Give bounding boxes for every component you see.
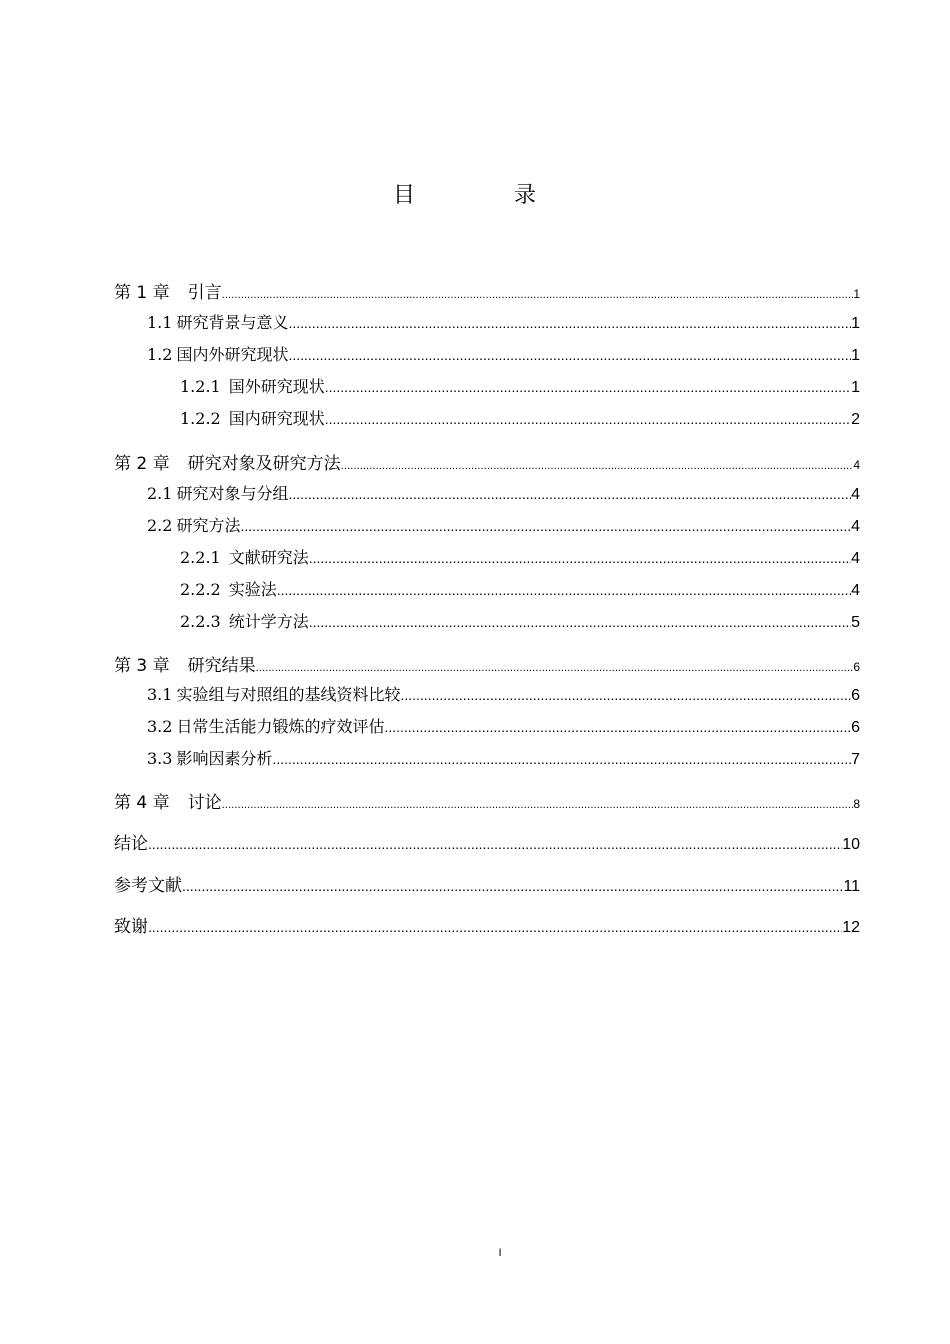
toc-entry-number: 2.2.2 <box>180 580 221 599</box>
toc-entry-label <box>147 513 240 536</box>
toc-entry-label <box>147 310 288 333</box>
toc-entry[interactable] <box>114 310 860 333</box>
toc-entry-page: 8 <box>853 797 860 811</box>
toc-entry-label <box>114 449 341 474</box>
toc-entry-number: 第 4 章 <box>114 793 170 813</box>
toc-entry[interactable] <box>114 406 860 429</box>
toc-entry-page: 6 <box>851 687 860 704</box>
toc-entry-text: 文献研究法 <box>228 548 309 567</box>
toc-entry-page: 11 <box>843 878 860 895</box>
toc-entry-number: 3.2 <box>147 717 173 736</box>
toc-entry[interactable] <box>114 714 860 737</box>
dot-leader <box>325 411 851 427</box>
toc-entry-page: 1 <box>853 287 860 301</box>
toc-entry-number: 第 3 章 <box>114 656 170 676</box>
toc-entry-text: 国外研究现状 <box>228 377 325 396</box>
toc-entry[interactable] <box>114 746 860 769</box>
toc-entry-label <box>147 746 272 769</box>
toc-entry-page: 6 <box>853 660 860 674</box>
toc-entry-label <box>180 609 309 632</box>
dot-leader <box>325 379 851 395</box>
dot-leader <box>384 719 851 735</box>
toc-entry-page: 12 <box>842 919 860 936</box>
toc-entry-text: 研究结果 <box>187 656 256 676</box>
toc-entry[interactable] <box>114 577 860 600</box>
toc-entry-text: 实验组与对照组的基线资料比较 <box>176 685 401 704</box>
toc-entry-number: 3.1 <box>147 685 173 704</box>
dot-leader <box>341 461 854 472</box>
toc-entry-text: 研究背景与意义 <box>176 313 289 332</box>
toc-entry-number: 2.2 <box>147 516 173 535</box>
toc-entry-page: 4 <box>851 486 860 503</box>
dot-leader <box>222 290 854 301</box>
toc-entry[interactable] <box>114 682 860 705</box>
toc-entry[interactable] <box>114 871 860 896</box>
toc-entry-label <box>114 788 222 813</box>
toc-entry-text: 结论 <box>114 834 148 854</box>
dot-leader <box>182 878 843 894</box>
toc-entry-text: 研究方法 <box>176 516 241 535</box>
toc-entry-text: 统计学方法 <box>228 612 309 631</box>
toc-entry-page: 1 <box>851 347 860 364</box>
toc-entry[interactable] <box>114 829 860 854</box>
toc-entry-page: 1 <box>851 379 860 396</box>
toc-entry-text: 实验法 <box>228 580 277 599</box>
toc-entry-number: 2.2.1 <box>180 548 221 567</box>
dot-leader <box>148 836 842 852</box>
toc-entry-label <box>147 714 384 737</box>
toc-title: 目 录 <box>393 183 582 208</box>
dot-leader <box>288 347 851 363</box>
toc-entry[interactable] <box>114 278 860 303</box>
toc-entry-label <box>114 278 222 303</box>
toc-entry[interactable] <box>114 651 860 676</box>
toc-entry[interactable] <box>114 912 860 937</box>
toc-entry-number: 3.3 <box>147 749 173 768</box>
page-number-footer: I <box>498 1247 502 1259</box>
toc-entry-text: 讨论 <box>187 793 222 813</box>
dot-leader <box>240 518 851 534</box>
toc-entry-label <box>147 342 288 365</box>
toc-entry-number: 第 2 章 <box>114 454 170 474</box>
toc-entry-text: 影响因素分析 <box>176 749 273 768</box>
toc-entry-page: 6 <box>851 719 860 736</box>
toc-entry-label <box>114 651 256 676</box>
toc-entry[interactable] <box>114 609 860 632</box>
toc-entry-page: 4 <box>851 518 860 535</box>
dot-leader <box>309 550 851 566</box>
toc-entry-number: 2.1 <box>147 484 173 503</box>
toc-entry-text: 研究对象及研究方法 <box>187 454 341 474</box>
toc-entry-label <box>114 829 148 854</box>
toc-entry[interactable] <box>114 545 860 568</box>
toc-entry-number: 1.2.2 <box>180 409 221 428</box>
toc-entry-label <box>180 406 325 429</box>
toc-entry-text: 致谢 <box>114 917 148 937</box>
dot-leader <box>277 582 851 598</box>
dot-leader <box>288 315 851 331</box>
dot-leader <box>272 751 851 767</box>
dot-leader <box>148 919 842 935</box>
toc-entry-page: 1 <box>851 315 860 332</box>
toc-entry[interactable] <box>114 342 860 365</box>
dot-leader <box>222 800 854 811</box>
toc-entry-text: 日常生活能力锻炼的疗效评估 <box>176 717 385 736</box>
dot-leader <box>309 614 851 630</box>
toc-entry-number: 2.2.3 <box>180 612 221 631</box>
toc-entry-page: 7 <box>851 751 860 768</box>
dot-leader <box>400 687 851 703</box>
toc-entry-number: 第 1 章 <box>114 283 170 303</box>
toc-entry-page: 4 <box>851 582 860 599</box>
toc-entry-page: 4 <box>851 550 860 567</box>
toc-entry-label <box>114 912 148 937</box>
toc-entry-label <box>147 682 400 705</box>
toc-entry-page: 10 <box>842 836 860 853</box>
toc-entry-label <box>180 577 277 600</box>
toc-entry-text: 国内外研究现状 <box>176 345 289 364</box>
dot-leader <box>256 663 854 674</box>
toc-entry-page: 2 <box>851 411 860 428</box>
toc-entry[interactable] <box>114 374 860 397</box>
toc-entry[interactable] <box>114 481 860 504</box>
toc-entry-label <box>180 545 309 568</box>
toc-entry[interactable] <box>114 513 860 536</box>
toc-entry-text: 研究对象与分组 <box>176 484 289 503</box>
toc-entry-page: 4 <box>853 458 860 472</box>
toc-entry[interactable] <box>114 449 860 474</box>
toc-entry-label <box>180 374 325 397</box>
toc-entry-label <box>147 481 288 504</box>
toc-entry-text: 引言 <box>187 283 222 303</box>
dot-leader <box>288 486 851 502</box>
toc-entry-label <box>114 871 182 896</box>
toc-entry-number: 1.2 <box>147 345 173 364</box>
toc-entry-text: 国内研究现状 <box>228 409 325 428</box>
toc-entry-number: 1.2.1 <box>180 377 221 396</box>
toc-entry-page: 5 <box>851 614 860 631</box>
toc-entry-number: 1.1 <box>147 313 173 332</box>
toc-entry[interactable] <box>114 788 860 813</box>
toc-entry-text: 参考文献 <box>114 876 182 896</box>
